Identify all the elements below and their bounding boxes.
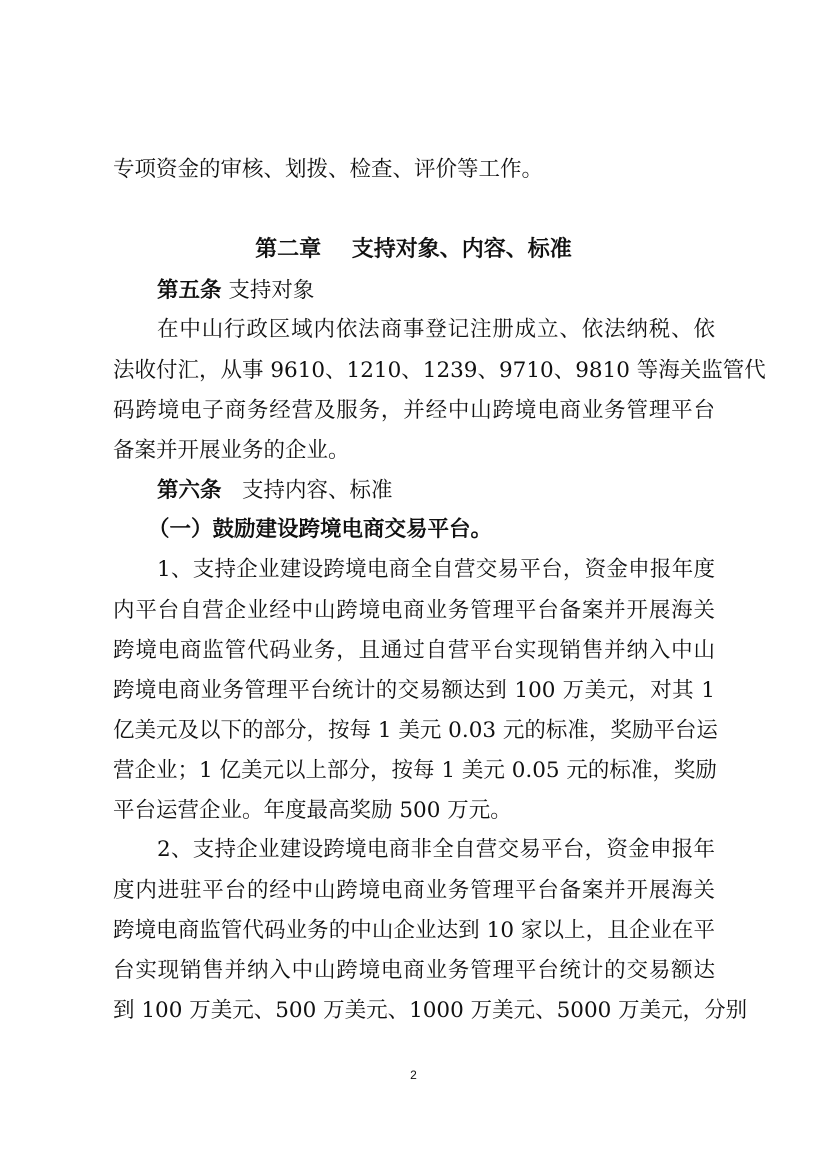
text-line: 到 100 万美元、500 万美元、1000 万美元、5000 万美元，分别 xyxy=(113,998,748,1023)
article-6-label: 第六条 xyxy=(157,478,222,503)
text-line: 码跨境电子商务经营及服务，并经中山跨境电商业务管理平台 xyxy=(113,398,715,423)
text-line: 法收付汇，从事 9610、1210、1239、9710、9810 等海关监管代 xyxy=(113,358,766,383)
article-6-title: 支持内容、标准 xyxy=(242,478,393,503)
page-number: 2 xyxy=(410,1068,417,1082)
text-line: 跨境电商业务管理平台统计的交易额达到 100 万美元，对其 1 xyxy=(113,678,715,703)
article-5-title: 支持对象 xyxy=(228,278,315,303)
text-line: 台实现销售并纳入中山跨境电商业务管理平台统计的交易额达 xyxy=(113,958,715,983)
chapter-heading: 第二章 支持对象、内容、标准 xyxy=(255,237,572,262)
text-line: 平台运营企业。年度最高奖励 500 万元。 xyxy=(113,798,512,823)
text-line: 备案并开展业务的企业。 xyxy=(113,438,350,463)
text-line: 2、支持企业建设跨境电商非全自营交易平台，资金申报年 xyxy=(157,837,715,862)
article-5-heading xyxy=(157,271,314,311)
text-line: 跨境电商监管代码业务，且通过自营平台实现销售并纳入中山 xyxy=(113,638,715,663)
text-line: 1、支持企业建设跨境电商全自营交易平台，资金申报年度 xyxy=(157,557,715,582)
text-line: 内平台自营企业经中山跨境电商业务管理平台备案并开展海关 xyxy=(113,598,715,623)
text-line: 跨境电商监管代码业务的中山企业达到 10 家以上，且企业在平 xyxy=(113,918,715,943)
section-heading: （一）鼓励建设跨境电商交易平台。 xyxy=(148,517,493,542)
text-line: 在中山行政区域内依法商事登记注册成立、依法纳税、依 xyxy=(157,317,715,342)
text-line: 营企业；1 亿美元以上部分，按每 1 美元 0.05 元的标准，奖励 xyxy=(113,758,717,783)
text-line: 亿美元及以下的部分，按每 1 美元 0.03 元的标准，奖励平台运 xyxy=(113,718,718,743)
article-5-label: 第五条 xyxy=(157,278,222,303)
article-6-heading xyxy=(157,471,393,511)
text-line: 专项资金的审核、划拨、检查、评价等工作。 xyxy=(113,157,544,182)
text-line: 度内进驻平台的经中山跨境电商业务管理平台备案并开展海关 xyxy=(113,878,715,903)
